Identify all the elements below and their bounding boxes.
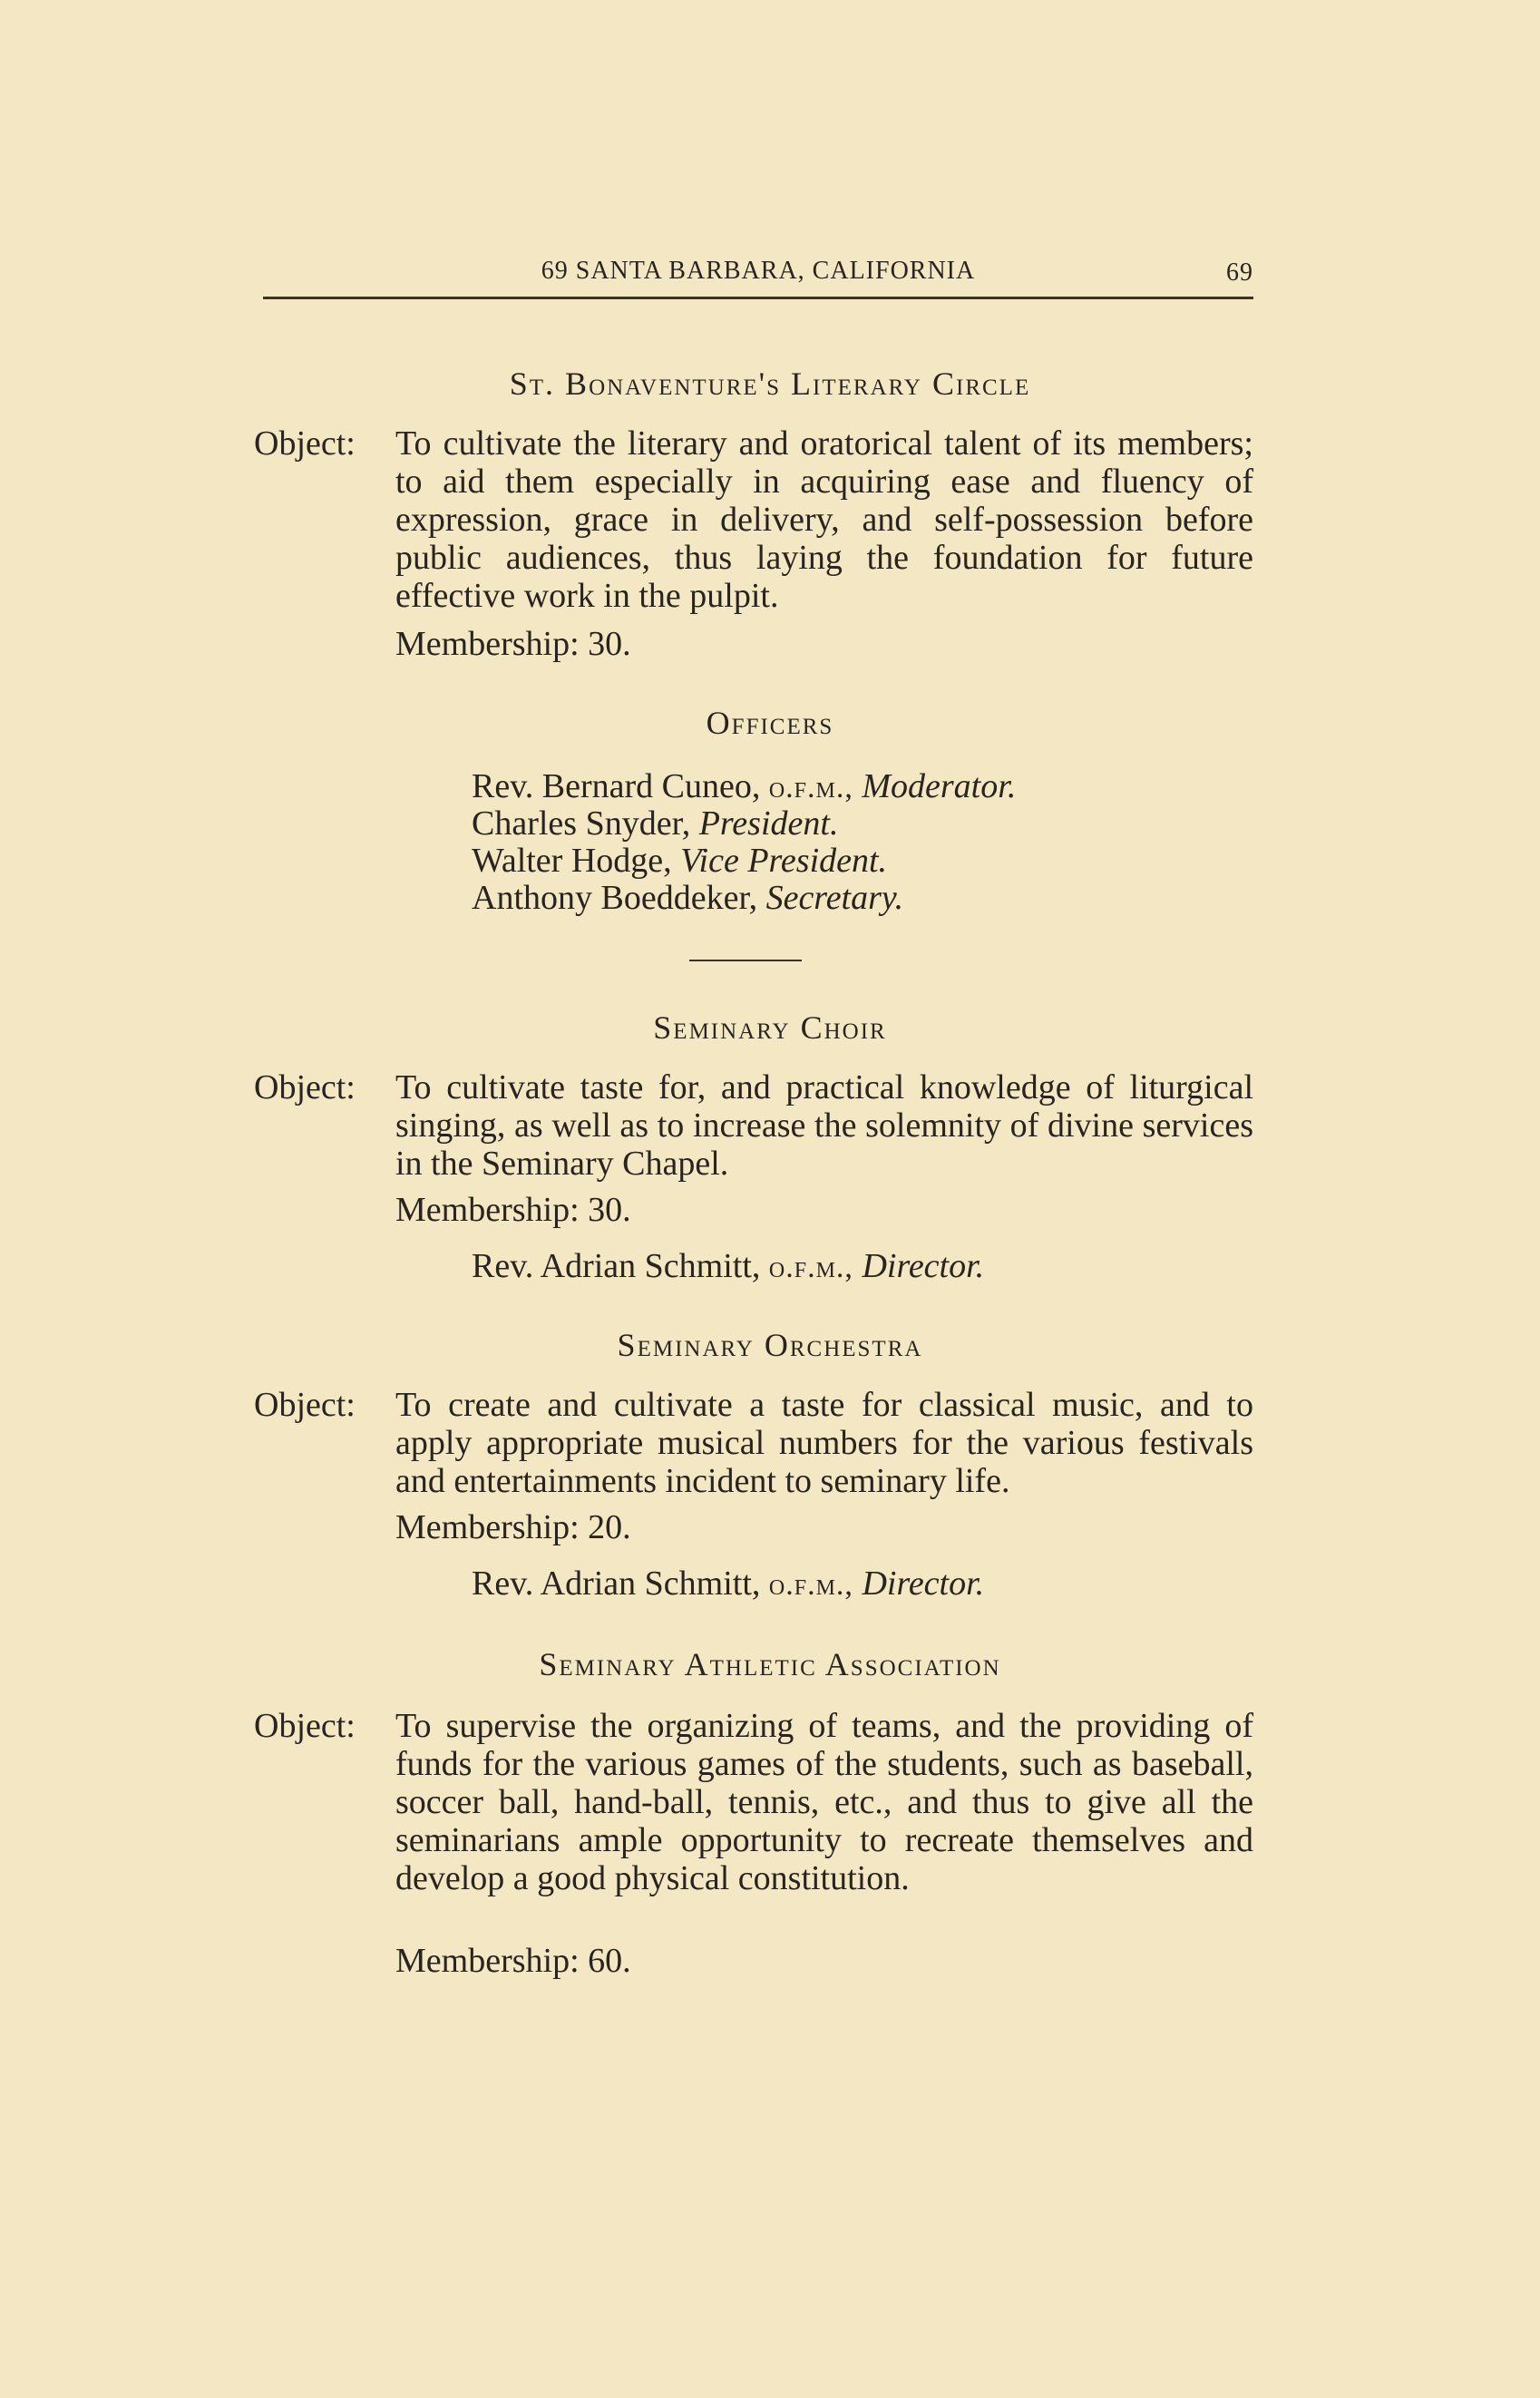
director-name: Rev. Adrian Schmitt, xyxy=(472,1565,769,1603)
officer-row xyxy=(472,841,887,881)
membership: Membership: 30. xyxy=(395,1191,631,1229)
officer-role: Secretary. xyxy=(765,879,904,917)
running-head xyxy=(263,257,1253,293)
object-label: Object: xyxy=(254,424,356,463)
director-role: Director. xyxy=(862,1565,985,1603)
object-text: To cultivate the literary and oratorical talent of its members; to aid them especially in acquiring ease and fluency of expression, grace in delivery, and self-possession before public audiences, thus laying the foundation for future effective work in the pulpit. xyxy=(395,424,1253,615)
officer-role: Moderator. xyxy=(862,767,1017,805)
officer-name: Walter Hodge, xyxy=(472,842,681,880)
section-heading-choir: Seminary Choir xyxy=(653,1009,887,1046)
object-text: To create and cultivate a taste for classical music, and to apply appropriate musical numbers for the various festivals and entertainments incident to seminary life. xyxy=(395,1386,1253,1500)
officer-row xyxy=(472,766,1016,806)
section-heading-literary-circle: St. Bonaventure's Literary Circle xyxy=(509,366,1031,402)
section-heading-orchestra: Seminary Orchestra xyxy=(617,1327,923,1363)
officer-row xyxy=(472,804,838,843)
officer-name: Anthony Boeddeker, xyxy=(472,879,766,917)
object-label: Object: xyxy=(254,1707,356,1745)
running-head-title: 69 SANTA BARBARA, CALIFORNIA xyxy=(541,257,976,285)
membership: Membership: 30. xyxy=(395,625,631,663)
director-role: Director. xyxy=(862,1247,985,1285)
director-row xyxy=(472,1246,984,1286)
membership: Membership: 60. xyxy=(395,1942,631,1980)
director-order: o.f.m., xyxy=(768,1251,853,1284)
object-text: To cultivate taste for, and practical knowledge of liturgical singing, as well as to increase the solemnity of divine services in the Seminary Chapel. xyxy=(395,1068,1253,1183)
officer-role: President. xyxy=(698,804,839,843)
header-rule xyxy=(263,297,1253,299)
director-row xyxy=(472,1564,984,1604)
object-text: To supervise the organizing of teams, and the providing of funds for the various games of the students, such as baseball, soccer ball, hand-ball, tennis, etc., and thus to give all the seminarians ample opportunity to recreate themselves and develop a good physical constitution. xyxy=(395,1707,1253,1897)
officer-order: o.f.m., xyxy=(768,771,853,804)
object-label: Object: xyxy=(254,1068,356,1106)
page-number: 69 xyxy=(1226,258,1253,287)
membership: Membership: 20. xyxy=(395,1508,631,1546)
object-label: Object: xyxy=(254,1386,356,1424)
section-divider xyxy=(689,960,802,961)
officer-row xyxy=(472,878,903,918)
officer-name: Rev. Bernard Cuneo, xyxy=(472,767,769,805)
officer-name: Charles Snyder, xyxy=(472,804,699,843)
director-name: Rev. Adrian Schmitt, xyxy=(472,1247,769,1285)
section-heading-officers: Officers xyxy=(706,705,834,741)
director-order: o.f.m., xyxy=(768,1568,853,1602)
officer-role: Vice President. xyxy=(680,842,888,880)
section-heading-athletic: Seminary Athletic Association xyxy=(539,1646,1001,1682)
